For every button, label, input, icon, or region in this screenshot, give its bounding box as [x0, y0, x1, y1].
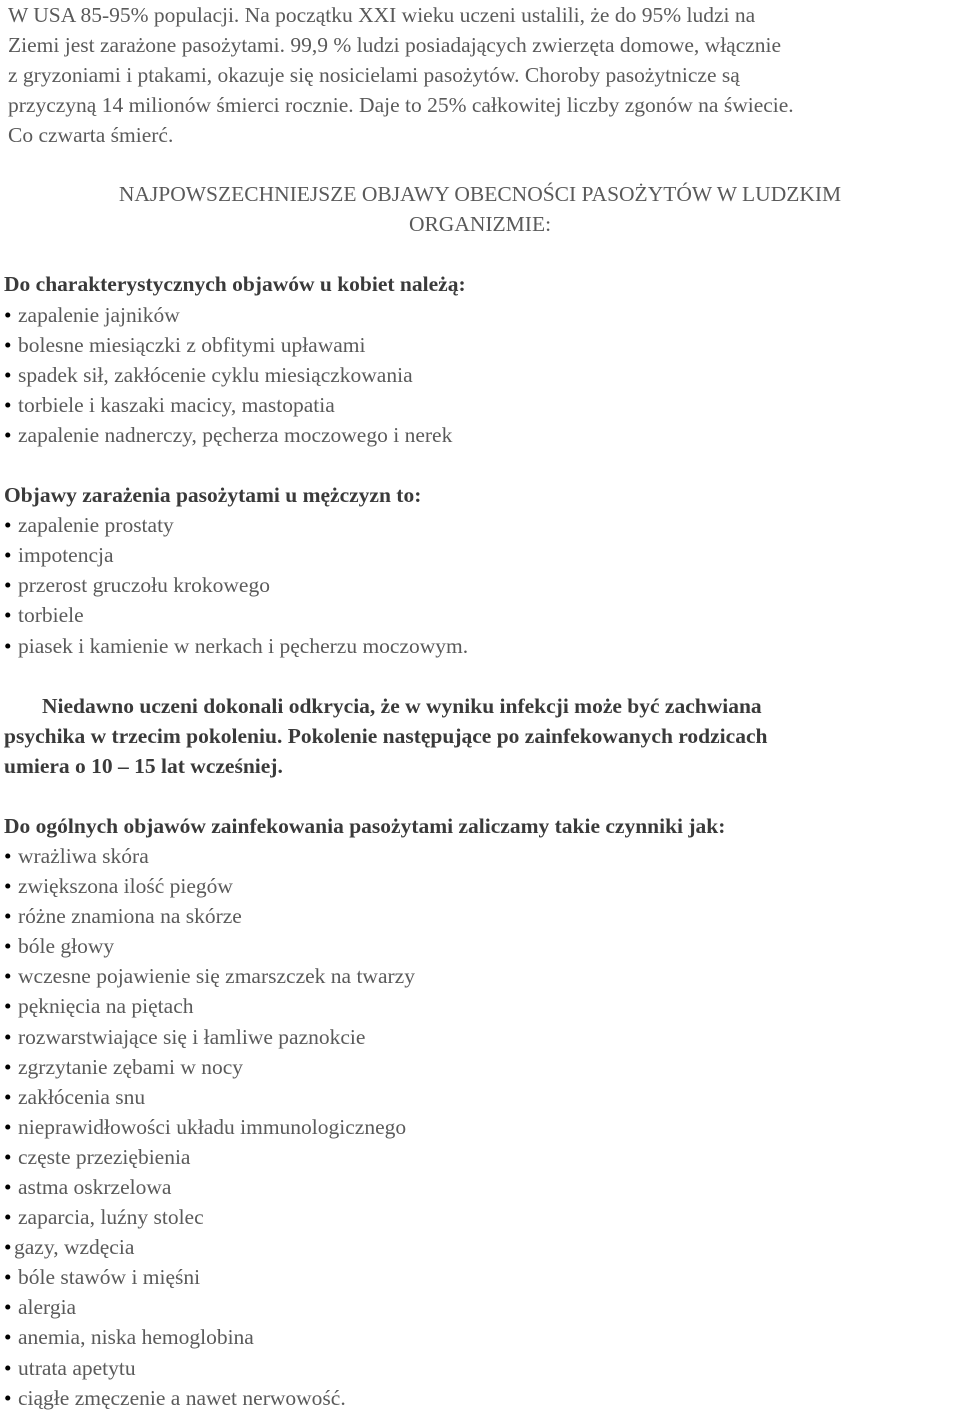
- list-item: • zakłócenia snu: [4, 1082, 956, 1112]
- list-item: • torbiele i kaszaki macicy, mastopatia: [4, 390, 956, 420]
- list-item: • przerost gruczołu krokowego: [4, 570, 956, 600]
- bullet-icon: •: [4, 513, 12, 538]
- list-item: • alergia: [4, 1292, 956, 1322]
- bullet-icon: •: [4, 843, 12, 868]
- bullet-icon: •: [4, 1054, 12, 1079]
- list-item: • wczesne pojawienie się zmarszczek na twarzy: [4, 961, 956, 991]
- list-item: • zwiększona ilość piegów: [4, 871, 956, 901]
- bullet-icon: •: [4, 362, 12, 387]
- list-item: • zgrzytanie zębami w nocy: [4, 1052, 956, 1082]
- list-item: • pęknięcia na piętach: [4, 991, 956, 1021]
- bullet-icon: •: [4, 964, 12, 989]
- women-symptoms-list: [4, 300, 956, 450]
- intro-paragraph: [4, 0, 956, 150]
- discovery-paragraph: [4, 691, 956, 781]
- bullet-icon: •: [4, 1024, 12, 1049]
- bullet-icon: •: [4, 422, 12, 447]
- list-item: • impotencja: [4, 540, 956, 570]
- document-page: [4, 0, 956, 1413]
- list-item: • rozwarstwiające się i łamliwe paznokcie: [4, 1022, 956, 1052]
- bullet-icon: •: [4, 904, 12, 929]
- list-item: • zapalenie nadnerczy, pęcherza moczowego i nerek: [4, 420, 956, 450]
- bullet-icon: •: [4, 573, 12, 598]
- list-item: • zapalenie prostaty: [4, 510, 956, 540]
- bullet-icon: •: [4, 1175, 12, 1199]
- discovery-line: Niedawno uczeni dokonali odkrycia, że w wyniku infekcji może być zachwiana: [42, 693, 762, 718]
- intro-line: z gryzoniami i ptakami, okazuje się nosicielami pasożytów. Choroby pasożytnicze są: [8, 63, 740, 88]
- main-heading: [4, 179, 956, 239]
- discovery-line: psychika w trzecim pokoleniu. Pokolenie następujące po zainfekowanych rodzicach: [4, 723, 768, 748]
- bullet-icon: •: [4, 1114, 12, 1139]
- list-item: • różne znamiona na skórze: [4, 901, 956, 931]
- list-item: • częste przeziębienia: [4, 1142, 956, 1172]
- intro-line: W USA 85-95% populacji. Na początku XXI wieku uczeni ustalili, że do 95% ludzi na: [8, 3, 756, 27]
- list-item: • spadek sił, zakłócenie cyklu miesiączkowania: [4, 360, 956, 390]
- women-symptoms-title: Do charakterystycznych objawów u kobiet należą:: [4, 272, 466, 297]
- general-symptoms-title: Do ogólnych objawów zainfekowania pasożytami zaliczamy takie czynniki jak:: [4, 813, 726, 838]
- list-item: • zaparcia, luźny stolec: [4, 1202, 956, 1232]
- list-item: • astma oskrzelowa: [4, 1172, 956, 1202]
- bullet-icon: •: [4, 1205, 12, 1230]
- bullet-icon: •: [4, 934, 12, 959]
- bullet-icon: •: [4, 874, 12, 899]
- bullet-icon: •: [4, 1295, 12, 1320]
- list-item: • anemia, niska hemoglobina: [4, 1322, 956, 1352]
- bullet-icon: •: [4, 994, 12, 1019]
- bullet-icon: •: [4, 633, 12, 658]
- heading-line-2: ORGANIZMIE:: [408, 212, 552, 237]
- list-item: • bóle stawów i mięśni: [4, 1262, 956, 1292]
- bullet-icon: •: [4, 1385, 12, 1410]
- bullet-icon: •: [4, 543, 12, 568]
- list-item: • gazy, wzdęcia: [4, 1232, 956, 1262]
- intro-line: Ziemi jest zarażone pasożytami. 99,9 % ludzi posiadających zwierzęta domowe, włącznie: [8, 33, 782, 58]
- men-symptoms-list: [4, 510, 956, 660]
- list-item: • torbiele: [4, 600, 956, 630]
- bullet-icon: •: [4, 1325, 12, 1350]
- list-item: • zapalenie jajników: [4, 300, 956, 330]
- bullet-icon: •: [4, 1265, 12, 1290]
- bullet-icon: •: [4, 603, 12, 628]
- list-item: • bóle głowy: [4, 931, 956, 961]
- list-item: • wrażliwa skóra: [4, 841, 956, 871]
- general-symptoms-list: [4, 841, 956, 1413]
- bullet-icon: •: [4, 1084, 12, 1109]
- list-item: • nieprawidłowości układu immunologicznego: [4, 1112, 956, 1142]
- bullet-icon: •: [4, 1144, 12, 1169]
- intro-line: Co czwarta śmierć.: [8, 123, 174, 148]
- intro-line: przyczyną 14 milionów śmierci rocznie. Daje to 25% całkowitej liczby zgonów na świecie.: [8, 93, 794, 118]
- bullet-icon: •: [4, 1235, 12, 1260]
- bullet-icon: •: [4, 1355, 12, 1380]
- men-symptoms-title: Objawy zarażenia pasożytami u mężczyzn to:: [4, 483, 422, 508]
- discovery-line: umiera o 10 – 15 lat wcześniej.: [4, 753, 283, 778]
- bullet-icon: •: [4, 332, 12, 357]
- bullet-icon: •: [4, 302, 12, 327]
- heading-line-1: NAJPOWSZECHNIEJSZE OBJAWY OBECNOŚCI PASOŻYTÓW W LUDZKIM: [118, 182, 842, 207]
- bullet-icon: •: [4, 392, 12, 417]
- list-item: • bolesne miesiączki z obfitymi upławami: [4, 330, 956, 360]
- list-item: • piasek i kamienie w nerkach i pęcherzu moczowym.: [4, 631, 956, 661]
- list-item: • utrata apetytu: [4, 1353, 956, 1383]
- list-item: • ciągłe zmęczenie a nawet nerwowość.: [4, 1383, 956, 1413]
